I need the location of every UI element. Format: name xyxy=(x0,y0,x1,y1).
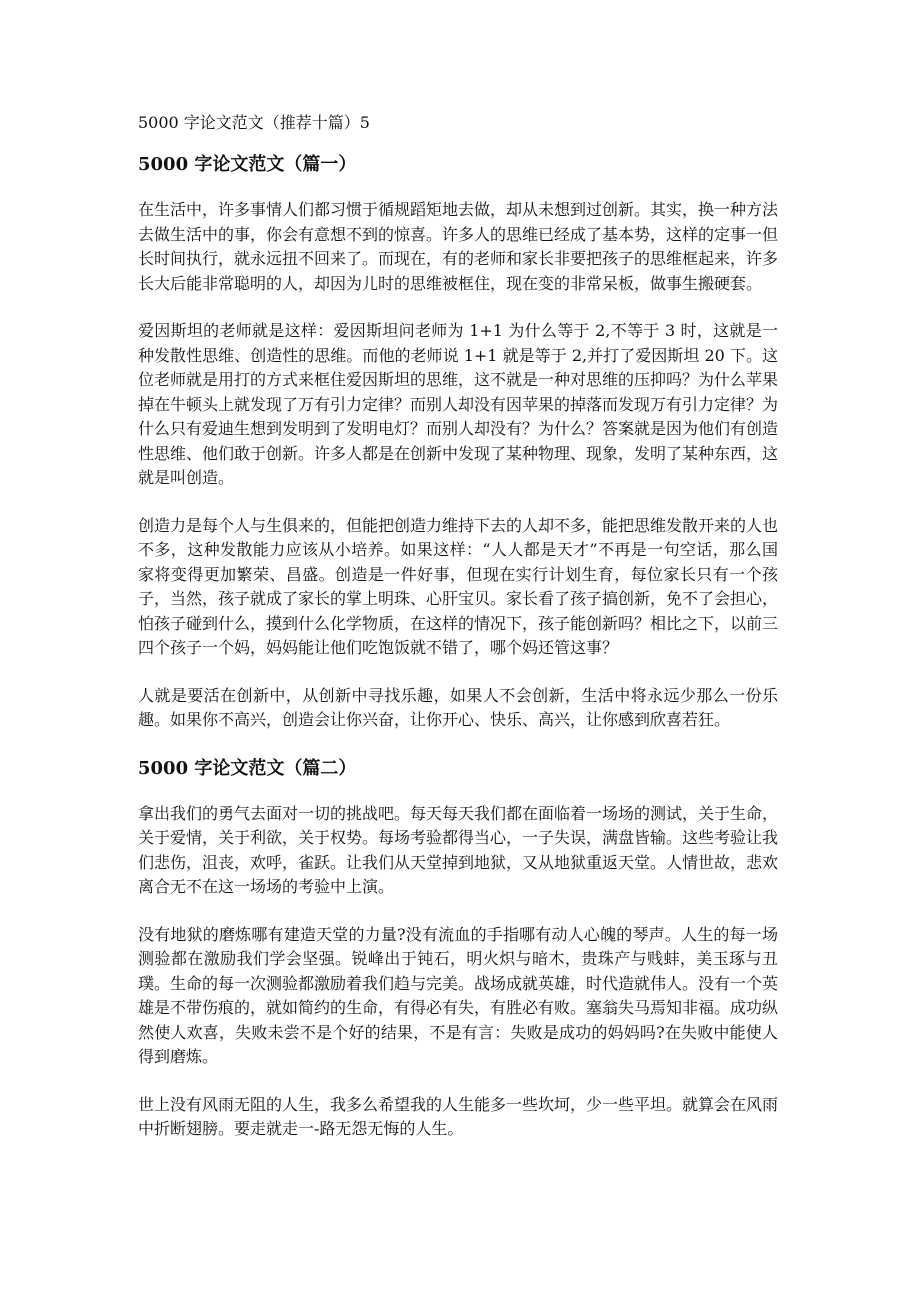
document-page xyxy=(138,112,778,1165)
section-heading: 5000 字论文范文（篇二） xyxy=(138,757,357,779)
paragraph: 爱因斯坦的老师就是这样：爱因斯坦问老师为 1+1 为什么等于 2,不等于 3 时，这就是一种发散性思维、创造性的思维。而他的老师说 1+1 就是等于 2,并打了爱因斯坦 20 下。这位老师就是用打的方式来框住爱因斯坦的思维，这不就是一种对思维的压抑吗？为什么苹果掉在牛顿头上就发现了万有引力定律？而别人却没有因苹果的掉落而发现万有引力定律？为什么只有爱迪生想到发明到了发明电灯？而别人却没有？为什么？答案就是因为他们有创造性思维、他们敢于创新。许多人都是在创新中发现了某种物理、现象，发明了某种东西，这就是叫创造。 xyxy=(138,321,779,487)
section-1 xyxy=(138,152,778,733)
paragraph: 创造力是每个人与生俱来的，但能把创造力维持下去的人却不多，能把思维发散开来的人也不多，这种发散能力应该从小培养。如果这样：“人人都是天才”不再是一句空话，那么国家将变得更加繁荣、昌盛。创造是一件好事，但现在实行计划生育，每位家长只有一个孩子，当然，孩子就成了家长的掌上明珠、心肝宝贝。家长看了孩子搞创新，免不了会担心，怕孩子碰到什么，摸到什么化学物质，在这样的情况下，孩子能创新吗？相比之下，以前三四个孩子一个妈，妈妈能让他们吃饱饭就不错了，哪个妈还管这事？ xyxy=(138,515,779,657)
paragraph: 人就是要活在创新中，从创新中寻找乐趣，如果人不会创新，生活中将永远少那么一份乐趣。如果你不高兴，创造会让你兴奋，让你开心、快乐、高兴，让你感到欣喜若狂。 xyxy=(138,685,778,729)
document-title: 5000 字论文范文（推荐十篇）5 xyxy=(138,113,370,132)
paragraph: 世上没有风雨无阻的人生，我多么希望我的人生能多一些坎坷，少一些平坦。就算会在风雨中折断翅膀。要走就走一-路无怨无悔的人生。 xyxy=(138,1094,779,1138)
paragraph: 在生活中，许多事情人们都习惯于循规蹈矩地去做，却从未想到过创新。其实，换一种方法去做生活中的事，你会有意想不到的惊喜。许多人的思维已经成了基本势，这样的定事一但长时间执行，就永远扭不回来了。而现在，有的老师和家长非要把孩子的思维框起来，许多长大后能非常聪明的人，却因为儿时的思维被框住，现在变的非常呆板，做事生搬硬套。 xyxy=(138,200,779,293)
paragraph: 拿出我们的勇气去面对一切的挑战吧。每天每天我们都在面临着一场场的测试，关于生命，关于爱情，关于利欲，关于权势。每场考验都得当心，一子失误，满盘皆输。这些考验让我们悲伤，沮丧，欢呼，雀跃。让我们从天堂掉到地狱，又从地狱重返天堂。人情世故，悲欢离合无不在这一场场的考验中上演。 xyxy=(138,803,779,896)
paragraph: 没有地狱的磨炼哪有建造天堂的力量?没有流血的手指哪有动人心魄的琴声。人生的每一场测验都在激励我们学会坚强。锐峰出于钝石，明火炽与暗木，贵珠产与贱蚌，美玉琢与丑璞。生命的每一次测验都激励着我们趋与完美。战场成就英雄，时代造就伟人。没有一个英雄是不带伤痕的，就如简约的生命，有得必有失，有胜必有败。塞翁失马焉知非福。成功纵然使人欢喜，失败未尝不是个好的结果，不是有言：失败是成功的妈妈吗?在失败中能使人得到磨炼。 xyxy=(138,924,779,1066)
section-2 xyxy=(138,756,778,1142)
section-heading: 5000 字论文范文（篇一） xyxy=(138,154,357,175)
